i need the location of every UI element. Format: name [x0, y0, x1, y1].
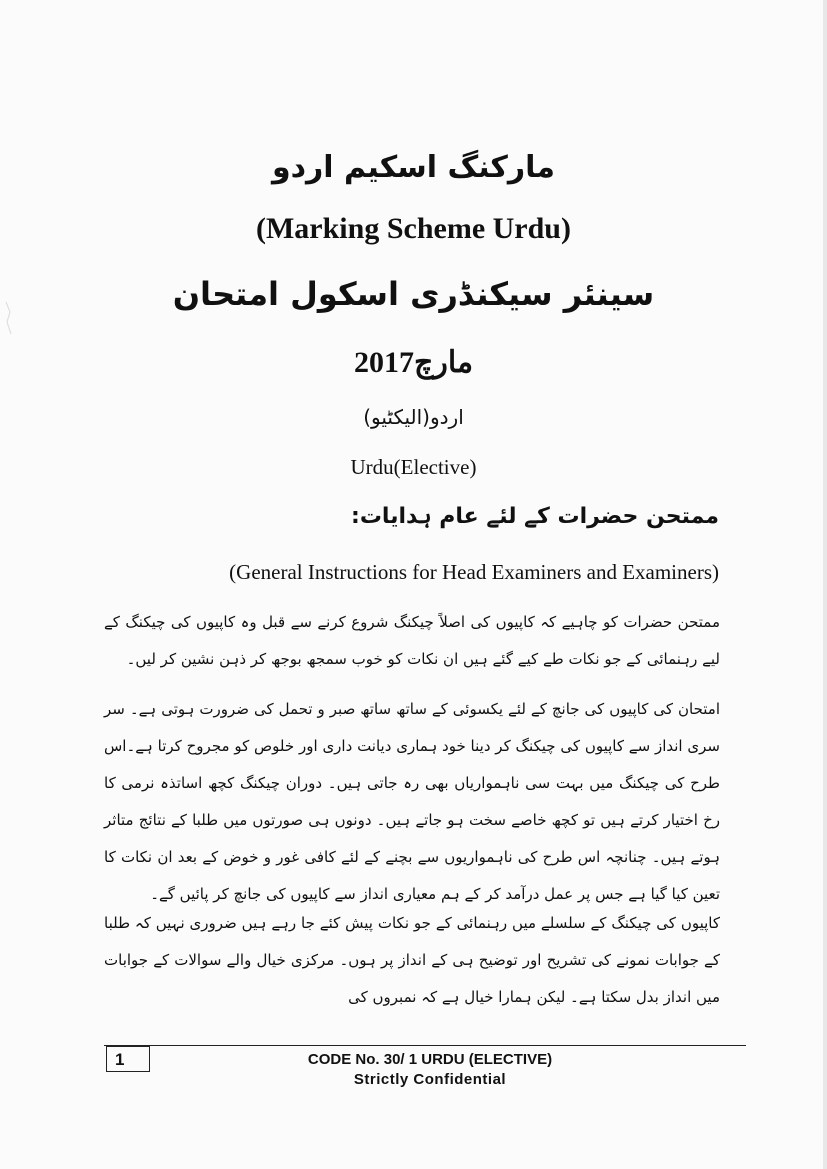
footer-code-block — [240, 1050, 620, 1090]
title-urdu: مارکنگ اسکیم اردو — [271, 150, 555, 185]
paragraph-1: ممتحن حضرات کو چاہیے کہ کاپیوں کی اصلاً چیکنگ شروع کرنے سے قبل وہ کاپیوں کی چیکنگ کے لیے رہنمائی کے جو نکات طے کیے گئے ہیں ان نکات کو خوب سمجھ بوجھ کر ذہن نشین کر لیں۔ — [104, 613, 720, 668]
instructions-heading-urdu: ممتحن حضرات کے لئے عام ہدایات: — [351, 504, 719, 529]
footer-divider — [104, 1045, 746, 1046]
page-number: 1 — [106, 1046, 150, 1072]
paragraph-3: کاپیوں کی چیکنگ کے سلسلے میں رہنمائی کے جو نکات پیش کئے جا رہے ہیں ضروری نہیں کہ طلبا کے جوابات نمونے کی تشریح اور توضیح ہی کے انداز پر ہوں۔ مرکزی خیال والے سوالات کے جوابات میں انداز بدل سکتا ہے۔ لیکن ہمارا خیال ہے کہ نمبروں کی — [104, 914, 720, 1006]
footer-confidential: Strictly Confidential — [353, 1071, 507, 1088]
footer-code: CODE No. 30/ 1 URDU (ELECTIVE) — [307, 1051, 553, 1068]
exam-date: مارچ2017 — [353, 346, 474, 379]
paragraph-2: امتحان کی کاپیوں کی جانچ کے لئے یکسوئی کے ساتھ ساتھ صبر و تحمل کی ضرورت ہوتی ہے۔ سر سری انداز سے کاپیوں کی چیکنگ کر دینا خود ہماری دیانت داری اور خلوص کو مجروح کرتا ہے۔اس طرح کی چیکنگ میں بہت سی ناہمواریاں بھی رہ جاتی ہیں۔ دوران چیکنگ کچھ اساتذہ نرمی کا رخ اختیار کرتے ہیں تو کچھ خاصے سخت ہو جاتے ہیں۔ دونوں ہی صورتوں میں طلبا کے نتائج متاثر ہوتے ہیں۔ چنانچہ اس طرح کی ناہمواریوں سے بچنے کے لئے کافی غور و خوض کے بعد ان نکات کا تعین کیا گیا ہے جس پر عمل درآمد کر کے ہم معیاری انداز سے کاپیوں کی جانچ کر پائیں گے۔ — [104, 700, 720, 903]
exam-title-urdu: سینئر سیکنڈری اسکول امتحان — [172, 275, 655, 313]
subject-urdu: اردو(الیکٹیو) — [363, 405, 464, 429]
title-english: (Marking Scheme Urdu) — [256, 212, 571, 245]
instructions-heading-english: (General Instructions for Head Examiners and Examiners) — [229, 560, 719, 584]
subject-english: Urdu(Elective) — [350, 455, 477, 479]
